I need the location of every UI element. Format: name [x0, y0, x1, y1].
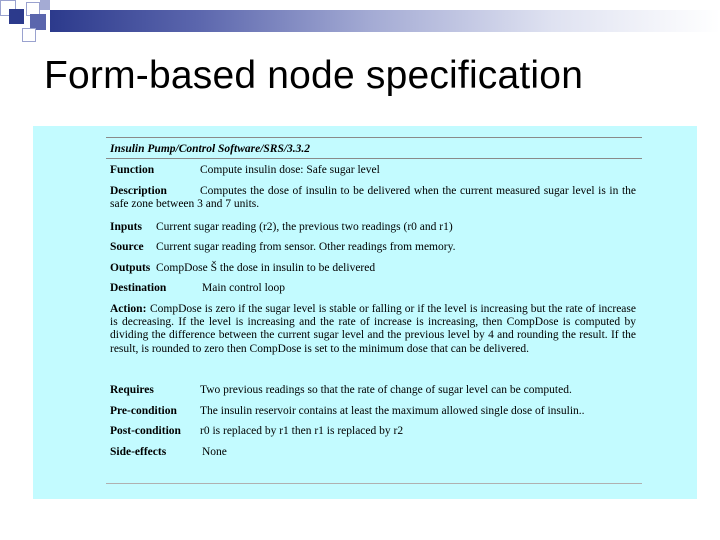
- description-value: Computes the dose of insulin to be delivered when the current measured sugar level is in the safe zone between 3 and 7 units.: [110, 185, 636, 211]
- function-value: Compute insulin dose: Safe sugar level: [200, 164, 380, 176]
- source-value: Current sugar reading from sensor. Other readings from memory.: [156, 241, 456, 253]
- function-label: Function: [110, 164, 155, 176]
- decor-square: [22, 28, 36, 42]
- sideeffects-label: Side-effects: [110, 446, 167, 458]
- header-divider: [106, 158, 642, 159]
- decor-square: [40, 0, 50, 10]
- action-block: [110, 303, 636, 356]
- description-row: [110, 185, 638, 213]
- gradient-band: [50, 10, 720, 32]
- precondition-label: Pre-condition: [110, 405, 177, 417]
- description-label: Description: [110, 185, 167, 197]
- action-value: CompDose is zero if the sugar level is stable or falling or if the level is increasing but the rate of increase is decreasing. If the level is increasing and the rate of increase is increasing, then CompDose is computed by dividing the difference between the current sugar level and the previous level by 4 and rounding the result. If the result, is rounded to zero then CompDose is set to the minimum dose that can be delivered.: [110, 303, 636, 355]
- destination-label: Destination: [110, 282, 167, 294]
- requires-label: Requires: [110, 384, 154, 396]
- action-row: [110, 303, 638, 375]
- inputs-value: Current sugar reading (r2), the previous two readings (r0 and r1): [156, 221, 453, 233]
- outputs-value: CompDose Š the dose in insulin to be delivered: [156, 262, 376, 274]
- precondition-value: The insulin reservoir contains at least the maximum allowed single dose of insulin..: [200, 405, 585, 417]
- decor-square: [9, 9, 24, 24]
- description-block: [110, 185, 636, 211]
- postcondition-value: r0 is replaced by r1 then r1 is replaced by r2: [200, 425, 404, 437]
- outputs-label: Outputs: [110, 262, 151, 274]
- title-decoration-bar: [0, 0, 720, 44]
- spec-header: Insulin Pump/Control Software/SRS/3.3.2: [110, 143, 311, 155]
- requires-value: Two previous readings so that the rate of change of sugar level can be computed.: [200, 384, 572, 396]
- destination-value: Main control loop: [202, 282, 286, 294]
- slide-title: Form-based node specification: [44, 54, 584, 97]
- action-label: Action:: [110, 303, 147, 315]
- spec-form: [106, 137, 642, 484]
- inputs-label: Inputs: [110, 221, 142, 233]
- postcondition-label: Post-condition: [110, 425, 181, 437]
- source-label: Source: [110, 241, 144, 253]
- sideeffects-value: None: [202, 446, 227, 458]
